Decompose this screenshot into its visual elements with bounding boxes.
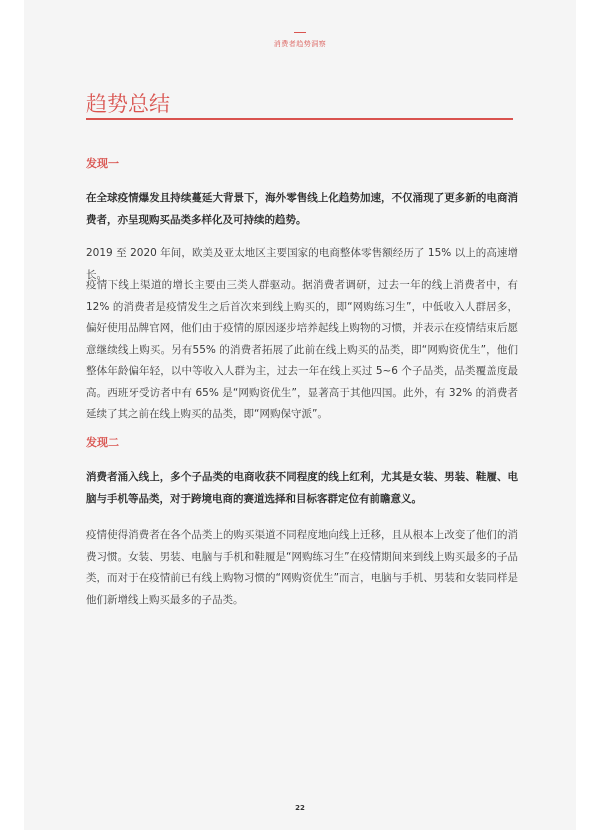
section-1-paragraph-2: 疫情下线上渠道的增长主要由三类人群驱动。据消费者调研，过去一年的线上消费者中，有 12% 的消费者是疫情发生之后首次来到线上购买的，即“网购练习生”，中低收入人群居多，偏好使用品牌官网，他们由于疫情的原因逐步培养起线上购物的习惯，并表示在疫情结束后愿意继续线上购买。另有55% 的消费者拓展了此前在线上购买的品类，即“网购资优生”，他们整体年龄偏年轻，以中等收入人群为主，过去一年在线上买过 5~6 个子品类，品类覆盖度最高。西班牙受访者中有 65% 是“网购资优生”，显著高于其他四国。此外，有 32% 的消费者延续了其之前在线上购买的品类，即“网购保守派”。 — [86, 279, 518, 420]
page-title: 趋势总结 — [86, 92, 170, 116]
section-heading-2: 发现二 — [86, 436, 119, 449]
title-divider — [86, 118, 513, 120]
section-1-lead: 在全球疫情爆发且持续蔓延大背景下，海外零售线上化趋势加速，不仅涌现了更多新的电商消费者，亦呈现购买品类多样化及可持续的趋势。 — [86, 192, 518, 226]
section-1-paragraph-1: 2019 至 2020 年间，欧美及亚太地区主要国家的电商整体零售额经历了 15% 以上的高速增长。 — [86, 247, 518, 281]
section-2-paragraph-1: 疫情使得消费者在各个品类上的购买渠道不同程度地向线上迁移，且从根本上改变了他们的消费习惯。女装、男装、电脑与手机和鞋履是“网购练习生”在疫情期间来到线上购买最多的子品类，而对于在疫情前已有线上购物习惯的“网购资优生”而言，电脑与手机、男装和女装同样是他们新增线上购买最多的子品类。 — [86, 529, 518, 606]
section-2-lead: 消费者涌入线上，多个子品类的电商收获不同程度的线上红利，尤其是女装、男装、鞋履、电脑与手机等品类，对于跨境电商的赛道选择和目标客群定位有前瞻意义。 — [86, 471, 518, 505]
header-label: 消费者趋势洞察 — [273, 40, 327, 48]
header-accent-rule — [294, 32, 306, 33]
page-number: 22 — [295, 804, 305, 812]
section-heading-1: 发现一 — [86, 157, 119, 170]
